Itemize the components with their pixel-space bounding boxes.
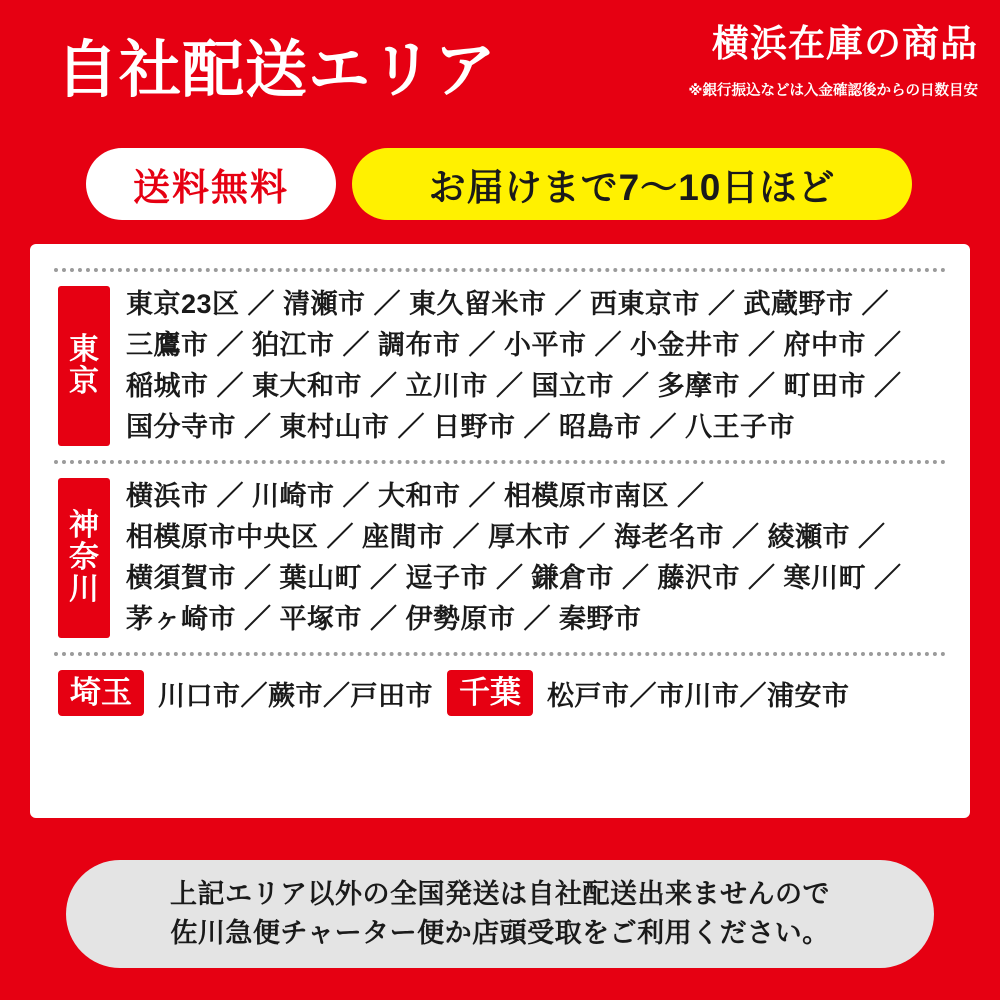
region-tag-saitama: 埼玉: [58, 670, 144, 716]
footer-line-2: 佐川急便チャーター便か店頭受取をご利用ください。: [170, 918, 830, 948]
badge-row: [0, 148, 1000, 220]
page-title: 自社配送エリア: [56, 36, 498, 105]
footer-note: [66, 860, 934, 968]
region-cities-saitama: 川口市／蕨市／戸田市: [158, 680, 433, 711]
poster-header: [0, 0, 1000, 140]
eta-badge: [352, 148, 912, 220]
region-tag-tokyo: [58, 286, 110, 446]
eta-label: お届けまで7〜10日ほど: [428, 167, 836, 208]
stock-label: 横浜在庫の商品: [712, 23, 978, 64]
region-kanagawa: [48, 472, 952, 644]
region-tag-chiba: 千葉: [447, 670, 533, 716]
city-line: 国分寺市 ／ 東村山市 ／ 日野市 ／ 昭島市 ／ 八王子市: [126, 412, 796, 443]
region-cities-tokyo: [126, 284, 952, 448]
small-regions-row: [48, 664, 952, 716]
region-tag-kanagawa: [58, 478, 110, 638]
free-shipping-badge: [86, 148, 336, 220]
region-tag-tokyo-char-1: 京: [69, 365, 99, 399]
city-line: 茅ヶ崎市 ／ 平塚市 ／ 伊勢原市 ／ 秦野市: [126, 604, 642, 635]
region-cities-chiba: 松戸市／市川市／浦安市: [547, 680, 850, 711]
divider-middle: [54, 460, 946, 464]
city-line: 横浜市 ／ 川崎市 ／ 大和市 ／ 相模原市南区 ／: [126, 481, 705, 512]
city-line: 横須賀市 ／ 葉山町 ／ 逗子市 ／ 鎌倉市 ／ 藤沢市 ／ 寒川町 ／: [126, 563, 902, 594]
free-shipping-label: 送料無料: [133, 167, 289, 208]
city-line: 三鷹市 ／ 狛江市 ／ 調布市 ／ 小平市 ／ 小金井市 ／ 府中市 ／: [126, 330, 902, 361]
area-list-card: [30, 244, 970, 818]
divider-top: [54, 268, 946, 272]
footer-line-1: 上記エリア以外の全国発送は自社配送出来ませんので: [170, 878, 830, 909]
region-tag-tokyo-char-0: 東: [69, 333, 99, 367]
region-cities-kanagawa: [126, 476, 952, 640]
payment-note: ※銀行振込などは入金確認後からの日数目安: [688, 82, 978, 99]
city-line: 稲城市 ／ 東大和市 ／ 立川市 ／ 国立市 ／ 多摩市 ／ 町田市 ／: [126, 371, 902, 402]
region-tokyo: [48, 280, 952, 452]
divider-bottom: [54, 652, 946, 656]
region-tag-kanagawa-char-0: 神: [69, 509, 99, 543]
region-tag-kanagawa-char-2: 川: [69, 573, 99, 607]
city-line: 東京23区 ／ 清瀬市 ／ 東久留米市 ／ 西東京市 ／ 武蔵野市 ／: [126, 289, 890, 319]
city-line: 相模原市中央区 ／ 座間市 ／ 厚木市 ／ 海老名市 ／ 綾瀬市 ／: [126, 522, 886, 553]
header-right-block: [688, 24, 978, 100]
region-tag-kanagawa-char-1: 奈: [69, 541, 99, 575]
